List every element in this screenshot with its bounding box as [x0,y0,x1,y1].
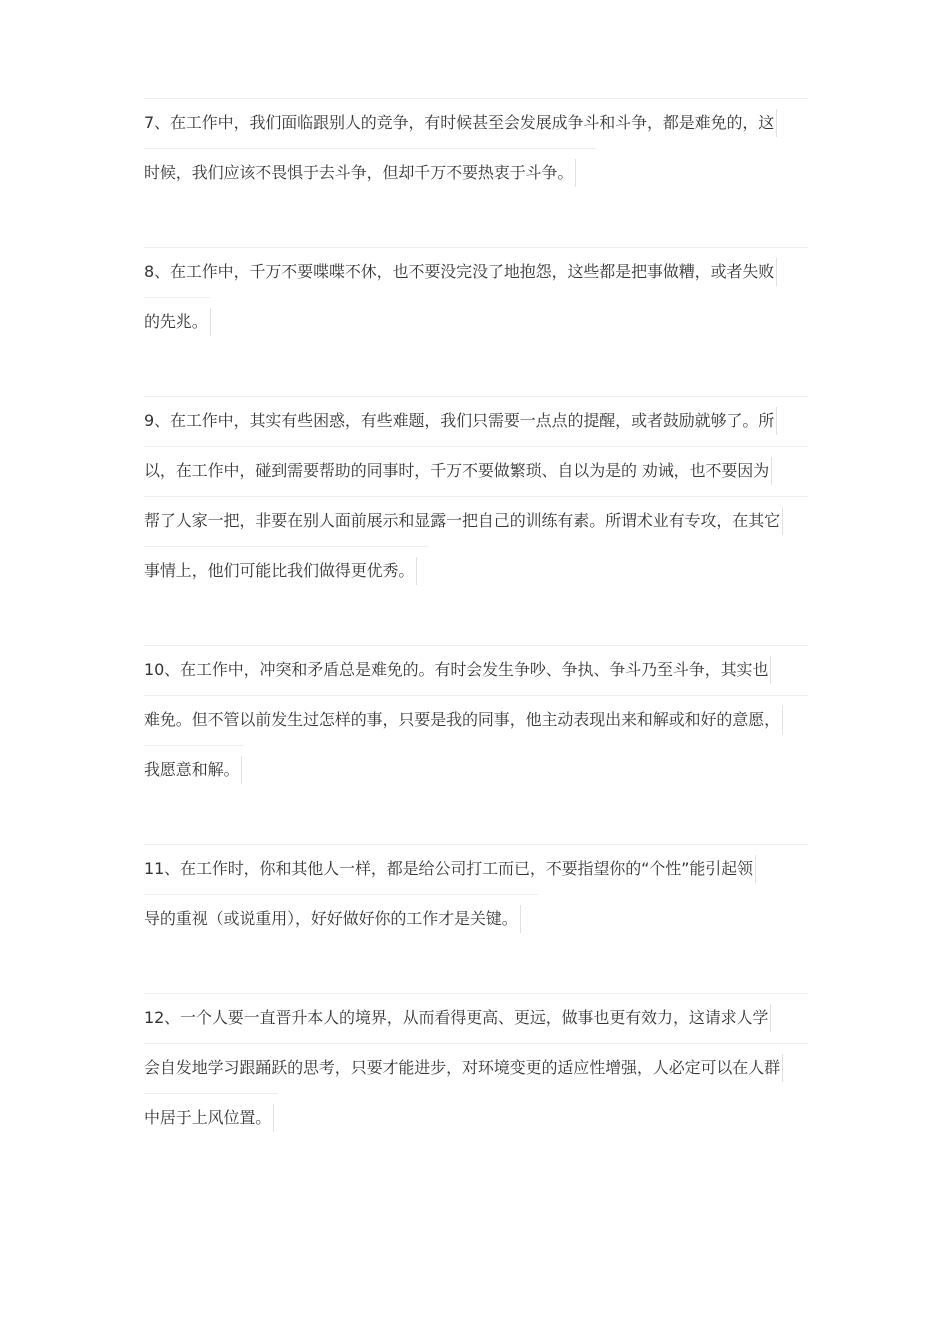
paragraph-10 [144,645,812,795]
line-rule [144,1093,278,1094]
line-text: 帮了人家一把，非要在别人面前展示和显露一把自己的训练有素。所谓术业有专攻，在其它 [144,507,783,535]
text-line [144,546,812,596]
line-rule [144,297,210,298]
text-line [144,695,812,745]
text-line [144,745,812,795]
line-text: 我愿意和解。 [144,756,242,784]
line-text: 中居于上风位置。 [144,1104,274,1132]
line-text: 7、在工作中，我们面临跟别人的竞争，有时候甚至会发展成争斗和斗争，都是难免的，这 [144,109,777,137]
line-text: 12、一个人要一直晋升本人的境界，从而看得更高、更远，做事也更有效力，这请求人学 [144,1004,771,1032]
line-rule [144,396,808,397]
paragraph-9 [144,396,812,596]
text-line [144,1043,812,1093]
text-line [144,496,812,546]
text-line [144,396,812,446]
line-rule [144,745,244,746]
text-line [144,993,812,1043]
line-text: 10、在工作中，冲突和矛盾总是难免的。有时会发生争吵、争执、争斗乃至斗争，其实也 [144,656,771,684]
text-line [144,247,812,297]
line-text: 事情上，他们可能比我们做得更优秀。 [144,557,417,585]
text-line [144,645,812,695]
paragraph-12 [144,993,812,1143]
line-rule [144,695,808,696]
text-line [144,297,812,347]
paragraph-11 [144,844,812,944]
line-rule [144,496,808,497]
text-line [144,1093,812,1143]
line-text: 9、在工作中，其实有些困惑，有些难题，我们只需要一点点的提醒，或者鼓励就够了。所 [144,407,777,435]
line-rule [144,645,808,646]
line-text: 时候，我们应该不畏惧于去斗争，但却千万不要热衷于斗争。 [144,159,576,187]
line-rule [144,844,808,845]
line-rule [144,148,596,149]
line-rule [144,247,808,248]
line-rule [144,98,808,99]
line-text: 难免。但不管以前发生过怎样的事，只要是我的同事，他主动表现出来和解或和好的意愿， [144,706,783,734]
paragraph-8 [144,247,812,347]
line-rule [144,993,808,994]
line-text: 8、在工作中，千万不要喋喋不休，也不要没完没了地抱怨，这些都是把事做糟，或者失败 [144,258,777,286]
text-line [144,98,812,148]
line-text: 以，在工作中，碰到需要帮助的同事时，千万不要做繁琐、自以为是的 劝诫，也不要因为 [144,457,772,485]
line-text: 的先兆。 [144,308,211,336]
line-text: 导的重视（或说重用），好好做好你的工作才是关键。 [144,905,521,933]
line-rule [144,894,538,895]
line-rule [144,546,428,547]
line-rule [144,446,808,447]
text-line [144,148,812,198]
line-rule [144,1043,808,1044]
paragraph-7 [144,98,812,198]
text-line [144,844,812,894]
text-line [144,894,812,944]
text-line [144,446,812,496]
line-text: 会自发地学习跟踊跃的思考，只要才能进步，对环境变更的适应性增强，人必定可以在人群 [144,1054,783,1082]
line-text: 11、在工作时，你和其他人一样，都是给公司打工而已，不要指望你的“个性”能引起领 [144,855,756,883]
